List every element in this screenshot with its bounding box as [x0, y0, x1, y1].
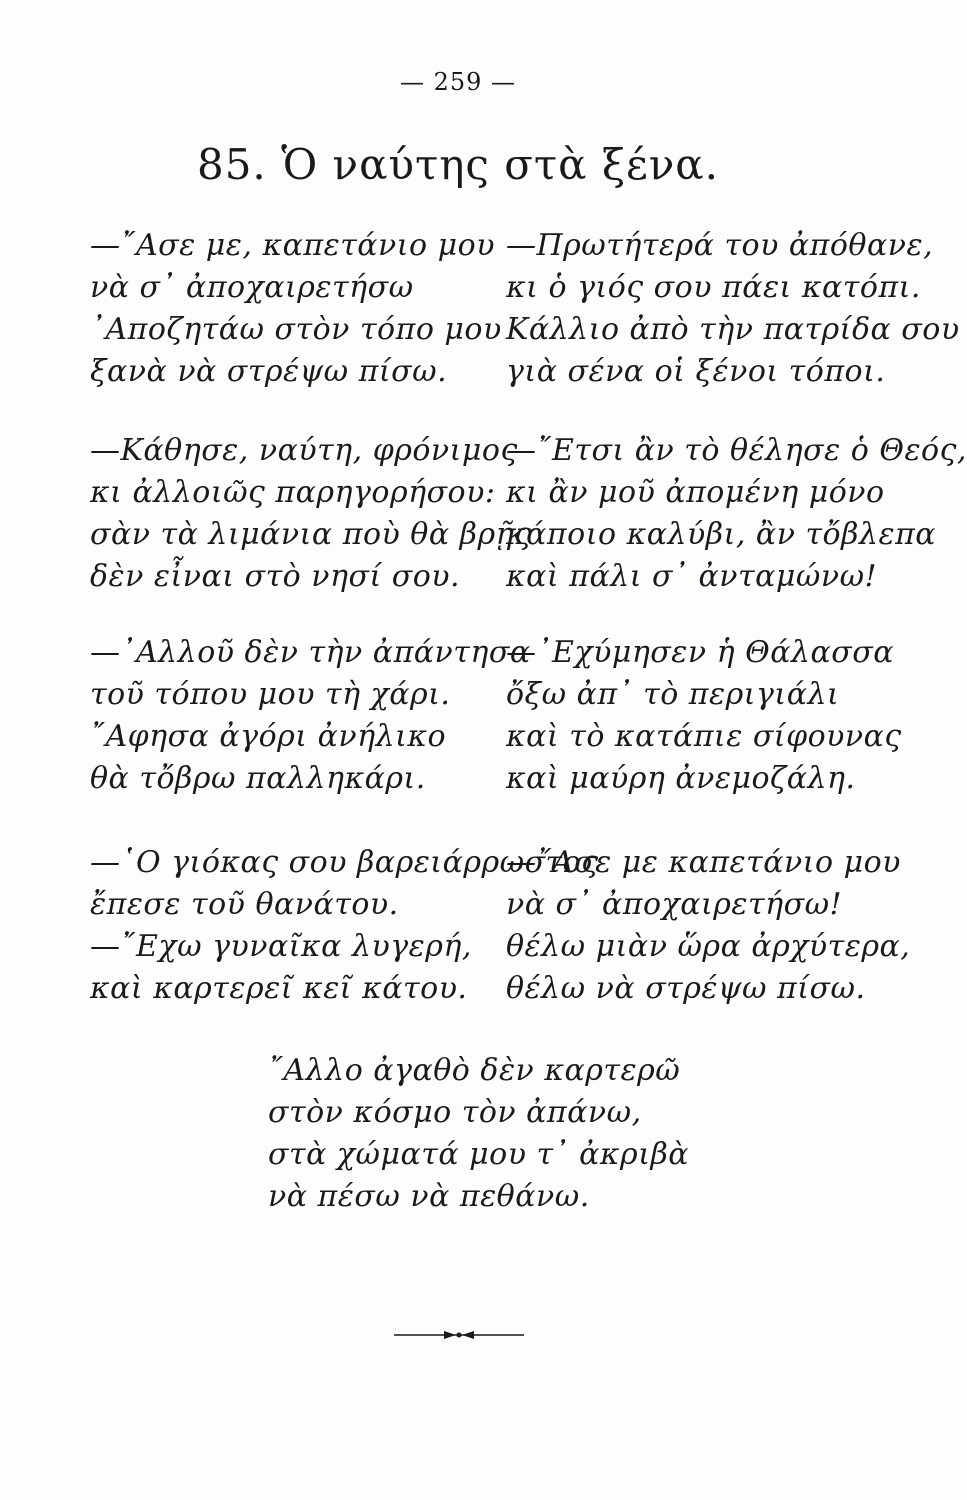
verse-line: γιὰ σένα οἱ ξένοι τόποι. — [506, 354, 886, 389]
verse-line: —Κάθησε, ναύτη, φρόνιμος — [90, 433, 518, 468]
poem-title: 85. Ὁ ναύτης στὰ ξένα. — [196, 140, 720, 189]
verse-line: στὸν κόσμο τὸν ἀπάνω, — [268, 1095, 642, 1130]
end-ornament-icon — [394, 1325, 524, 1345]
verse-line: θὰ τὄβρω παλληκάρι. — [90, 761, 426, 796]
stanza-right-4 — [506, 842, 910, 1010]
verse-line: ἔπεσε τοῦ θανάτου. — [90, 887, 399, 922]
verse-line: —᾿Εχύμησεν ἡ Θάλασσα — [506, 635, 894, 670]
verse-line: κι ἂν μοῦ ἀπομένη μόνο — [506, 475, 885, 510]
verse-line: θέλω νὰ στρέψω πίσω. — [506, 971, 866, 1006]
page-number: — 259 — — [399, 68, 517, 96]
verse-line: ὄξω ἀπ᾿ τὸ περιγιάλι — [506, 677, 840, 712]
verse-line: —῎Ασε με καπετάνιο μου — [506, 845, 901, 880]
verse-line: κάποιο καλύβι, ἂν τὄβλεπα — [506, 517, 937, 552]
verse-line: —Πρωτήτερά του ἀπόθανε, — [506, 228, 934, 263]
stanza-right-1 — [506, 225, 960, 393]
verse-line: ῎Αλλο ἀγαθὸ δὲν καρτερῶ — [268, 1053, 681, 1088]
verse-line: κι ὁ γιός σου πάει κατόπι. — [506, 270, 921, 305]
stanza-right-3 — [506, 632, 902, 800]
verse-line: καὶ τὸ κατάπιε σίφουνας — [506, 719, 902, 754]
verse-line: τοῦ τόπου μου τὴ χάρι. — [90, 677, 451, 712]
verse-line: στὰ χώματά μου τ᾿ ἀκριβὰ — [268, 1137, 690, 1172]
verse-line: ᾿Αποζητάω στὸν τόπο μου — [90, 312, 502, 347]
verse-line: καὶ πάλι σ᾿ ἀνταμώνω! — [506, 559, 878, 594]
verse-line: —῎Ασε με, καπετάνιο μου — [90, 228, 495, 263]
verse-line: καὶ μαύρη ἀνεμοζάλη. — [506, 761, 856, 796]
verse-line: νὰ σ᾿ ἀποχαιρετήσω — [90, 270, 414, 305]
verse-line: Κάλλιο ἀπὸ τὴν πατρίδα σου — [506, 312, 960, 347]
stanza-final — [268, 1050, 689, 1218]
verse-line: κι ἀλλοιῶς παρηγορήσου: — [90, 475, 496, 510]
verse-line: ῎Αφησα ἀγόρι ἀνήλικο — [90, 719, 447, 754]
stanza-left-2 — [90, 430, 531, 598]
verse-line: —᾿Αλλοῦ δὲν τὴν ἀπάντησα — [90, 635, 531, 670]
verse-line: —῎Εχω γυναῖκα λυγερή, — [90, 929, 472, 964]
verse-line: σὰν τὰ λιμάνια ποὺ θὰ βρῇς — [90, 517, 532, 552]
verse-line: νὰ σ᾿ ἀποχαιρετήσω! — [506, 887, 843, 922]
verse-line: —῎Ετσι ἂν τὸ θέλησε ὁ Θεός, — [506, 433, 967, 468]
verse-line: ξανὰ νὰ στρέψω πίσω. — [90, 354, 448, 389]
verse-line: καὶ καρτερεῖ κεῖ κάτου. — [90, 971, 468, 1006]
verse-line: νὰ πέσω νὰ πεθάνω. — [268, 1179, 590, 1214]
stanza-left-1 — [90, 225, 502, 393]
verse-line: —῾Ο γιόκας σου βαρειάρρωστος — [90, 845, 599, 880]
stanza-left-3 — [90, 632, 531, 800]
verse-line: θέλω μιὰν ὥρα ἀρχύτερα, — [506, 929, 911, 964]
stanza-right-2 — [506, 430, 967, 598]
verse-line: δὲν εἶναι στὸ νησί σου. — [90, 559, 461, 594]
